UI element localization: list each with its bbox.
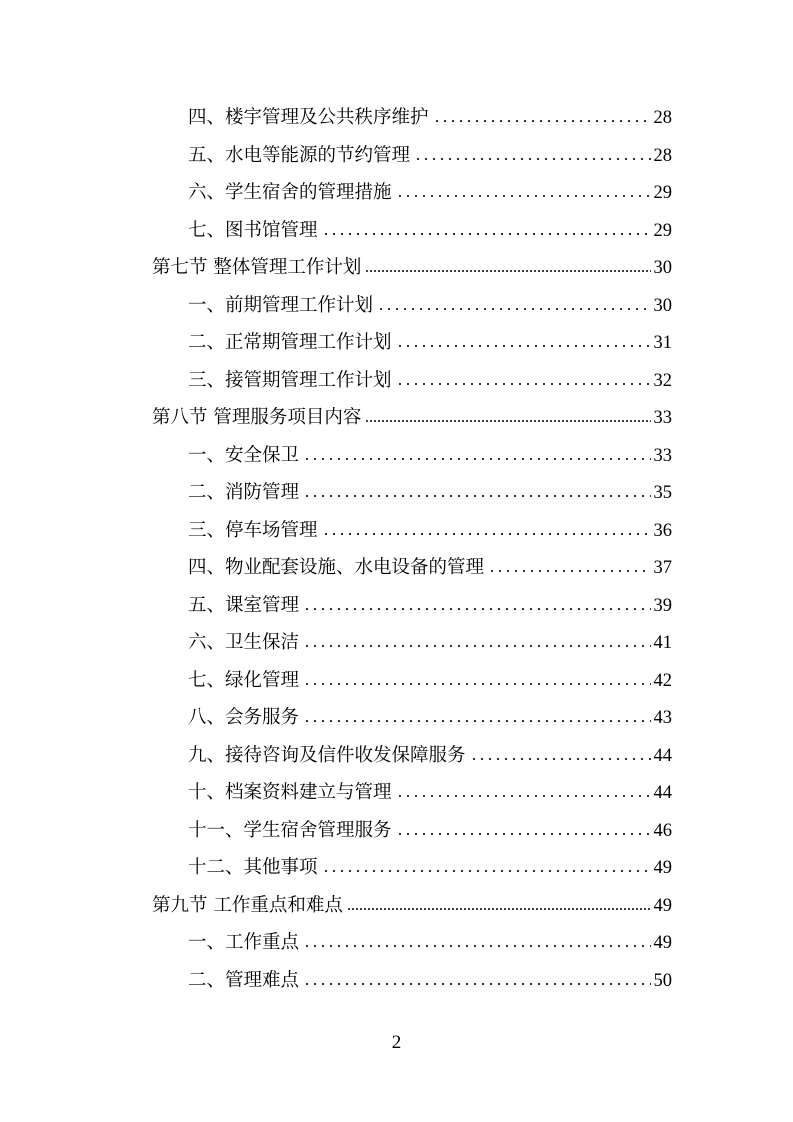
toc-subsection-entry[interactable] — [188, 625, 672, 655]
toc-entry-page-number: 29 — [653, 183, 672, 203]
toc-entry-page-number: 49 — [653, 933, 672, 953]
toc-subsection-entry[interactable] — [188, 363, 672, 393]
toc-dot-leader — [488, 568, 650, 574]
toc-dot-leader — [303, 456, 650, 462]
toc-entry-title: 六、学生宿舍的管理措施 — [188, 182, 392, 203]
toc-entry-title: 六、卫生保洁 — [188, 632, 300, 653]
toc-entry-page-number: 44 — [653, 783, 672, 803]
toc-entry-title: 四、楼宇管理及公共秩序维护 — [188, 107, 429, 128]
toc-dot-leader — [396, 193, 651, 199]
toc-subsection-entry[interactable] — [188, 550, 672, 580]
toc-dot-leader — [396, 343, 651, 349]
toc-entry-page-number: 49 — [653, 858, 672, 878]
toc-entry-title: 一、工作重点 — [188, 932, 300, 953]
toc-dot-leader — [322, 531, 651, 537]
toc-entry-title: 五、课室管理 — [188, 594, 300, 616]
toc-section-entry[interactable] — [152, 250, 672, 280]
toc-subsection-entry[interactable] — [188, 925, 672, 955]
toc-entry-title: 十一、学生宿舍管理服务 — [188, 819, 392, 841]
toc-entry-title: 十二、其他事项 — [188, 857, 318, 878]
toc-entry-page-number: 33 — [653, 408, 672, 428]
toc-subsection-entry[interactable] — [188, 738, 672, 768]
toc-subsection-entry[interactable] — [188, 438, 672, 468]
toc-entry-title: 四、物业配套设施、水电设备的管理 — [188, 557, 485, 578]
toc-entry-page-number: 28 — [653, 145, 672, 166]
toc-entry-title: 三、接管期管理工作计划 — [188, 369, 392, 391]
toc-dot-leader — [303, 643, 650, 649]
toc-entry-title: 三、停车场管理 — [188, 519, 318, 541]
toc-entry-page-number: 33 — [653, 445, 672, 466]
toc-entry-page-number: 35 — [653, 483, 672, 503]
toc-dot-leader — [303, 681, 650, 687]
toc-subsection-entry[interactable] — [188, 100, 672, 130]
toc-subsection-entry[interactable] — [188, 138, 672, 168]
toc-dot-leader — [365, 268, 650, 274]
toc-subsection-entry[interactable] — [188, 775, 672, 805]
toc-dot-leader — [322, 868, 651, 874]
toc-dot-leader — [322, 231, 651, 237]
toc-entry-page-number: 30 — [653, 295, 672, 316]
toc-entry-page-number: 44 — [653, 745, 672, 766]
toc-dot-leader — [396, 381, 651, 387]
toc-subsection-entry[interactable] — [188, 325, 672, 355]
toc-subsection-entry[interactable] — [188, 963, 672, 993]
toc-entry-page-number: 49 — [653, 895, 672, 916]
toc-dot-leader — [396, 793, 651, 799]
page-number: 2 — [391, 1032, 402, 1053]
toc-entry-page-number: 30 — [653, 258, 672, 278]
toc-entry-title: 一、安全保卫 — [188, 444, 300, 466]
toc-subsection-entry[interactable] — [188, 288, 672, 318]
toc-entry-title: 七、绿化管理 — [188, 669, 300, 691]
toc-subsection-entry[interactable] — [188, 475, 672, 505]
toc-dot-leader — [433, 118, 651, 124]
toc-dot-leader — [365, 418, 650, 424]
toc-entry-title: 九、接待咨询及信件收发保障服务 — [188, 744, 466, 766]
toc-entry-title: 第八节 管理服务项目内容 — [152, 407, 362, 428]
toc-entry-page-number: 39 — [653, 595, 672, 616]
toc-dot-leader — [470, 756, 651, 762]
toc-section-entry[interactable] — [152, 400, 672, 430]
toc-dot-leader — [303, 493, 650, 499]
toc-entry-page-number: 46 — [653, 820, 672, 841]
toc-subsection-entry[interactable] — [188, 588, 672, 618]
toc-dot-leader — [377, 306, 650, 312]
toc-entry-page-number: 28 — [653, 108, 672, 128]
toc-entry-page-number: 43 — [653, 708, 672, 728]
toc-entry-title: 五、水电等能源的节约管理 — [188, 144, 411, 166]
toc-entry-title: 一、前期管理工作计划 — [188, 294, 374, 316]
toc-entry-page-number: 31 — [653, 333, 672, 353]
toc-dot-leader — [303, 981, 650, 987]
toc-entry-title: 二、消防管理 — [188, 482, 300, 503]
toc-subsection-entry[interactable] — [188, 175, 672, 205]
toc-entry-page-number: 41 — [653, 633, 672, 653]
toc-dot-leader — [303, 718, 650, 724]
toc-entry-page-number: 37 — [653, 558, 672, 578]
toc-subsection-entry[interactable] — [188, 813, 672, 843]
toc-entry-title: 八、会务服务 — [188, 707, 300, 728]
toc-subsection-entry[interactable] — [188, 663, 672, 693]
toc-dot-leader — [303, 606, 650, 612]
toc-subsection-entry[interactable] — [188, 850, 672, 880]
toc-section-entry[interactable] — [152, 888, 672, 918]
toc-entry-title: 二、正常期管理工作计划 — [188, 332, 392, 353]
toc-entry-page-number: 29 — [653, 220, 672, 241]
toc-entry-title: 十、档案资料建立与管理 — [188, 782, 392, 803]
toc-entry-page-number: 50 — [653, 970, 672, 991]
toc-entry-page-number: 36 — [653, 520, 672, 541]
toc-dot-leader — [396, 831, 651, 837]
toc-dot-leader — [303, 943, 650, 949]
toc-entry-title: 二、管理难点 — [188, 969, 300, 991]
toc-entry-page-number: 42 — [653, 670, 672, 691]
toc-entry-title: 第七节 整体管理工作计划 — [152, 257, 362, 278]
toc-entry-title: 七、图书馆管理 — [188, 219, 318, 241]
toc-subsection-entry[interactable] — [188, 700, 672, 730]
toc-subsection-entry[interactable] — [188, 213, 672, 243]
toc-entry-page-number: 32 — [653, 370, 672, 391]
toc-dot-leader — [414, 156, 650, 162]
toc-dot-leader — [347, 906, 651, 912]
toc-subsection-entry[interactable] — [188, 513, 672, 543]
toc-entry-title: 第九节 工作重点和难点 — [152, 894, 343, 916]
